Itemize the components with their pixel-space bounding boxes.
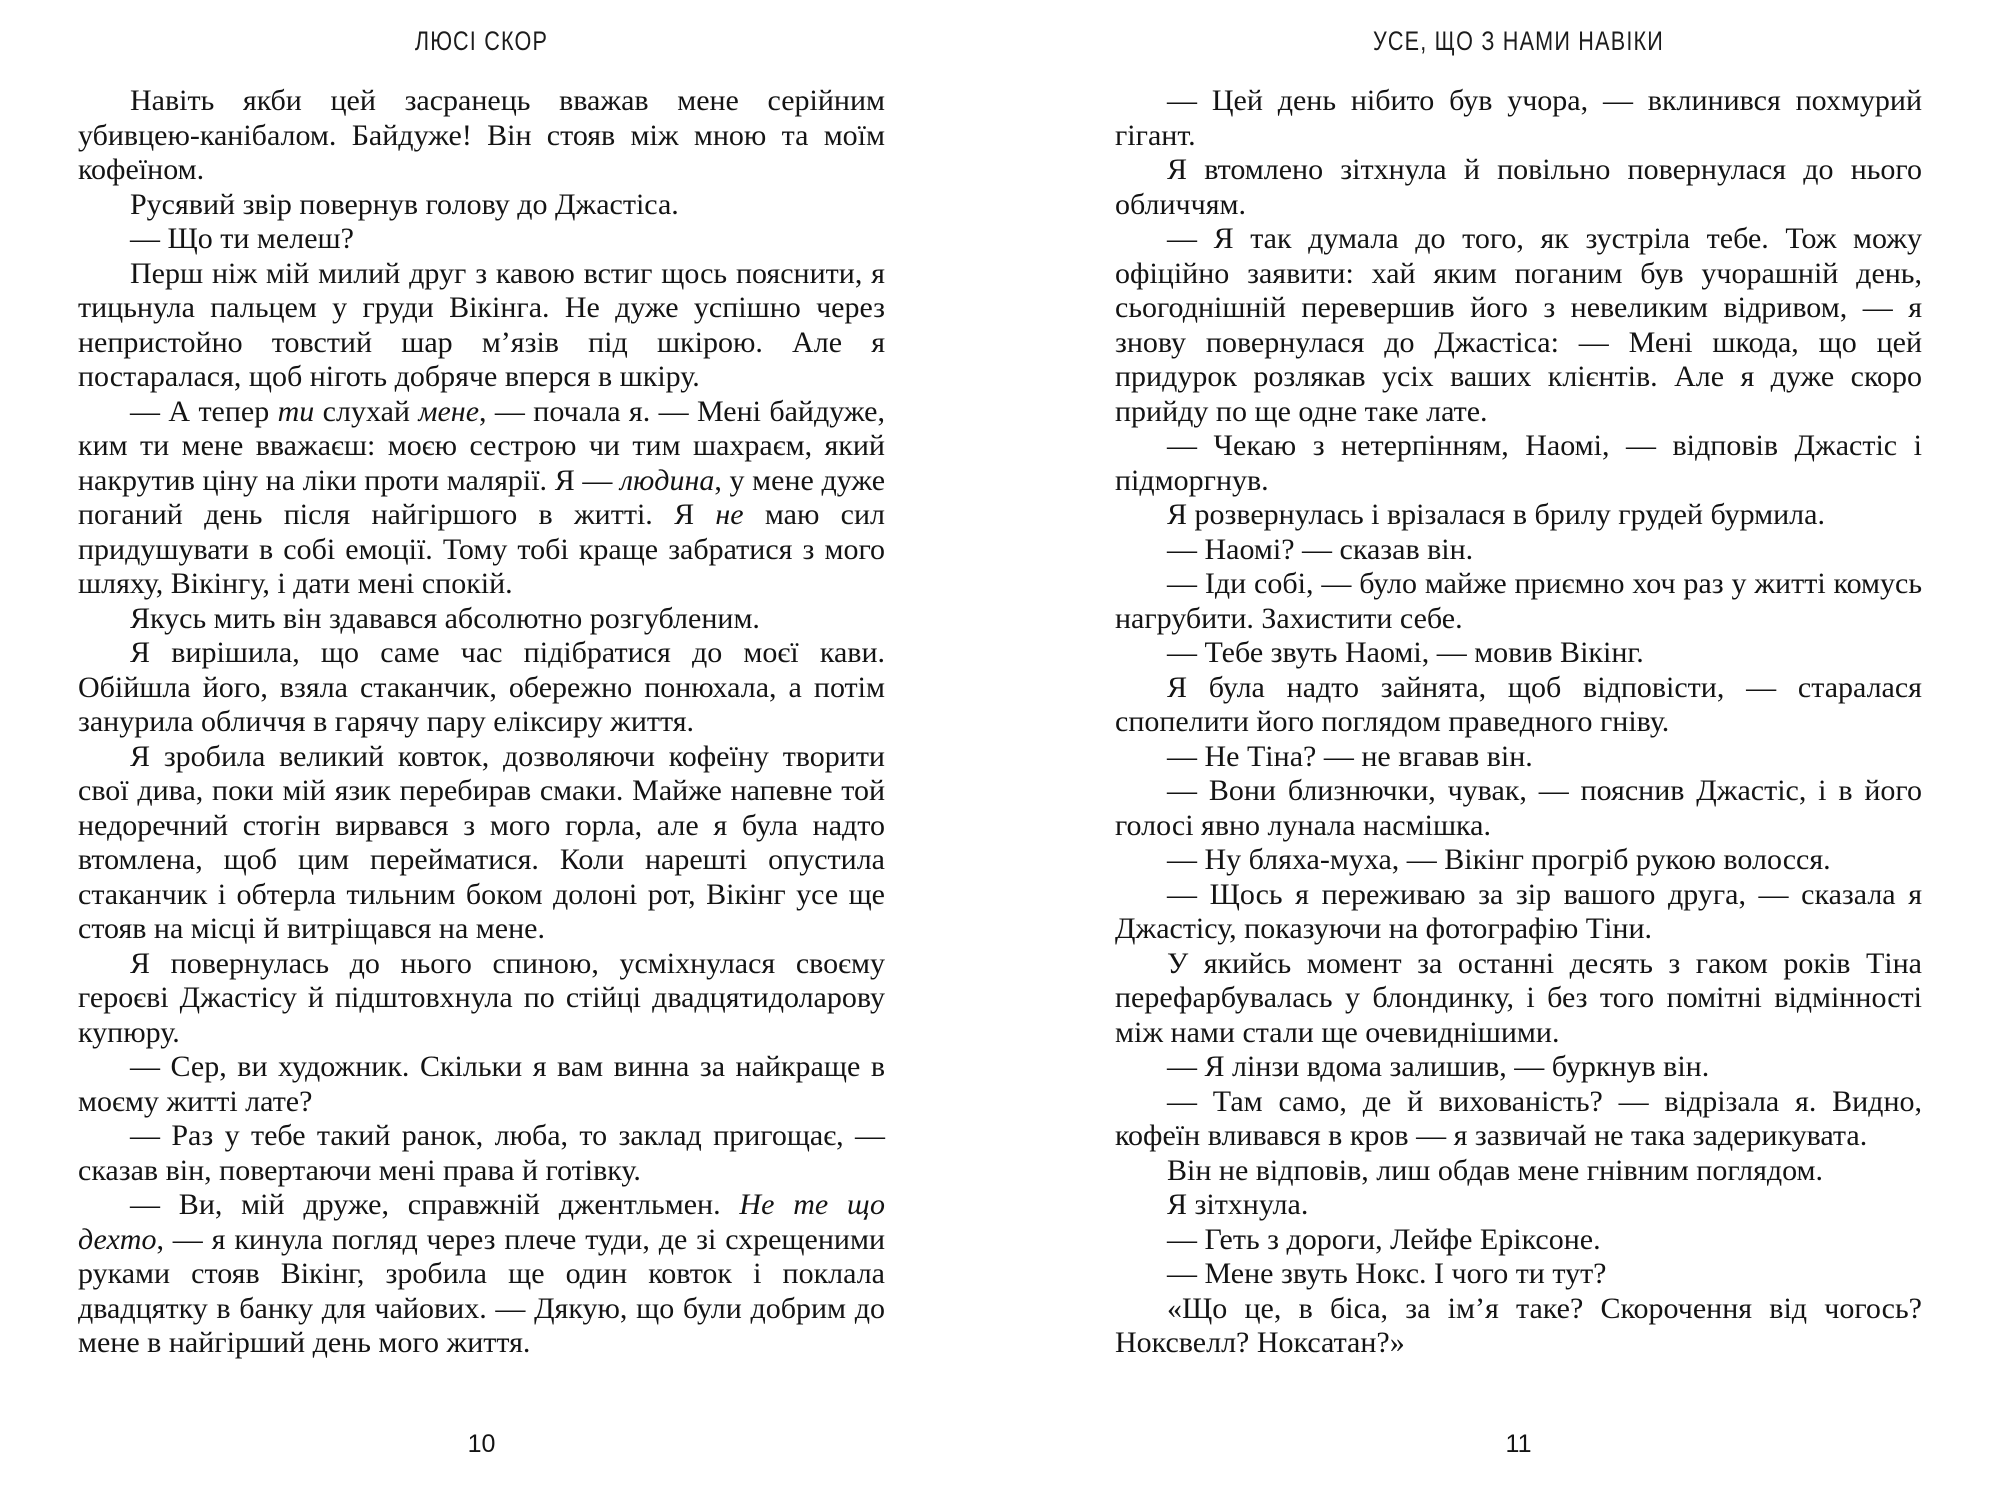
left-page-number: 10 xyxy=(467,1430,496,1458)
paragraph: — Геть з дороги, Лейфе Еріксоне. xyxy=(1167,1222,1601,1256)
paragraph: Я вирішила, що саме час підібратися до моєї кави. Обійшла його, взяла стаканчик, обережно понюхала, а потім занурила обличчя в гарячу пару еліксиру життя. xyxy=(78,636,885,738)
paragraph: Я повернулась до нього спиною, усміхнулася своєму героєві Джастісу й підштовхнула по стійці двадцятидоларову купюру. xyxy=(78,946,885,1049)
right-page-number: 11 xyxy=(1505,1430,1532,1458)
paragraph: Я зробила великий ковток, дозволяючи кофеїну творити свої дива, поки мій язик перебирав смаки. Майже напевне той недоречний стогін вирвався з мого горла, але я була надто втомлена, щоб цим перейматися. Коли нарешті опустила стаканчик і обтерла тильним боком долоні рот, Вікінг усе ще стояв на місці й витріщався на мене. xyxy=(78,739,885,945)
paragraph: «Що це, в біса, за ім’я таке? Скорочення від чогось? Ноксвелл? Ноксатан?» xyxy=(1115,1291,1922,1359)
paragraph: — Цей день нібито був учора, — вклинився похмурий гігант. xyxy=(1115,84,1922,152)
paragraph: — Я лінзи вдома залишив, — буркнув він. xyxy=(1167,1050,1710,1083)
paragraph: Я була надто зайнята, щоб відповісти, — старалася спопелити його поглядом праведного гніву. xyxy=(1115,670,1922,738)
paragraph: — А тепер ти слухай мене, — почала я. — Мені байдуже, ким ти мене вважаєш: моєю сестрою чи тим шахраєм, який накрутив ціну на ліки проти малярії. Я — людина, у мене дуже поганий день після найгіршого в житті. Я не маю сил придушувати в собі емоції. Тому тобі краще забратися з мого шляху, Вікінгу, і дати мені спокій. xyxy=(78,394,886,600)
left-page xyxy=(78,0,885,1500)
paragraph: Я втомлено зітхнула й повільно повернулася до нього обличчям. xyxy=(1115,153,1922,221)
paragraph: — Ви, мій друже, справжній джентльмен. Не те що дехто, — я кинула погляд через плече туди, де зі схрещеними руками стояв Вікінг, зробила ще один ковток і поклала двадцятку в банку для чайових. — Дякую, що були добрим до мене в найгірший день мого життя. xyxy=(78,1188,885,1359)
paragraph: Я зітхнула. xyxy=(1167,1188,1309,1221)
right-page-paragraphs xyxy=(1115,84,1922,1361)
paragraph: — Мене звуть Нокс. І чого ти тут? xyxy=(1167,1257,1607,1290)
paragraph: Я розвернулась і врізалася в брилу грудей бурмила. xyxy=(1167,498,1825,531)
paragraph: — Вони близнючки, чувак, — пояснив Джастіс, і в його голосі явно лунала насмішка. xyxy=(1115,774,1922,842)
paragraph: Він не відповів, лиш обдав мене гнівним поглядом. xyxy=(1167,1153,1824,1187)
paragraph: — Тебе звуть Наомі, — мовив Вікінг. xyxy=(1167,636,1644,669)
right-running-head: УСЕ, ЩО З НАМИ НАВІКИ xyxy=(1372,26,1665,56)
left-running-head: ЛЮСІ СКОР xyxy=(414,26,549,56)
right-page xyxy=(1115,0,1922,1500)
paragraph: Перш ніж мій милий друг з кавою встиг щось пояснити, я тицьнула пальцем у груди Вікінга. Не дуже успішно через непристойно товстий шар м’язів під шкірою. Але я постаралася, щоб ніготь добряче вперся в шкіру. xyxy=(78,256,885,393)
paragraph: У якийсь момент за останні десять з гаком років Тіна перефарбувалась у блондинку, і без того помітні відмінності між нами стали ще очевиднішими. xyxy=(1115,946,1922,1049)
paragraph: — Наомі? — сказав він. xyxy=(1167,532,1474,566)
paragraph: Русявий звір повернув голову до Джастіса. xyxy=(130,187,679,221)
paragraph: — Ну бляха-муха, — Вікінг прогріб рукою волосся. xyxy=(1167,843,1831,876)
paragraph: — Що ти мелеш? xyxy=(130,222,354,255)
left-page-paragraphs xyxy=(78,84,885,1361)
paragraph: — Іди собі, — було майже приємно хоч раз у житті комусь нагрубити. Захистити себе. xyxy=(1115,567,1922,635)
paragraph: — Чекаю з нетерпінням, Наомі, — відповів Джастіс і підморгнув. xyxy=(1115,429,1922,497)
paragraph: — Щось я переживаю за зір вашого друга, — сказала я Джастісу, показуючи на фотографію Тіни. xyxy=(1115,877,1922,945)
paragraph: — Раз у тебе такий ранок, люба, то заклад пригощає, — сказав він, повертаючи мені права й готівку. xyxy=(78,1119,885,1187)
paragraph: — Сер, ви художник. Скільки я вам винна за найкраще в моєму житті лате? xyxy=(78,1050,885,1118)
paragraph: — Я так думала до того, як зустріла тебе. Тож можу офіційно заявити: хай яким поганим був учорашній день, сьогоднішній перевершив його з невеликим відривом, — я знову повернулася до Джастіса: — Мені шкода, що цей придурок розлякав усіх ваших клієнтів. Але я дуже скоро прийду по ще одне таке лате. xyxy=(1115,222,1922,428)
paragraph: Навіть якби цей засранець вважав мене серійним убивцею-канібалом. Байдуже! Він стояв між мною та моїм кофеїном. xyxy=(78,84,885,186)
paragraph: Якусь мить він здавався абсолютно розгубленим. xyxy=(130,601,760,635)
paragraph: — Там само, де й вихованість? — відрізала я. Видно, кофеїн вливався в кров — я зазвичай не така задерикувата. xyxy=(1115,1084,1922,1152)
paragraph: — Не Тіна? — не вгавав він. xyxy=(1167,739,1533,773)
